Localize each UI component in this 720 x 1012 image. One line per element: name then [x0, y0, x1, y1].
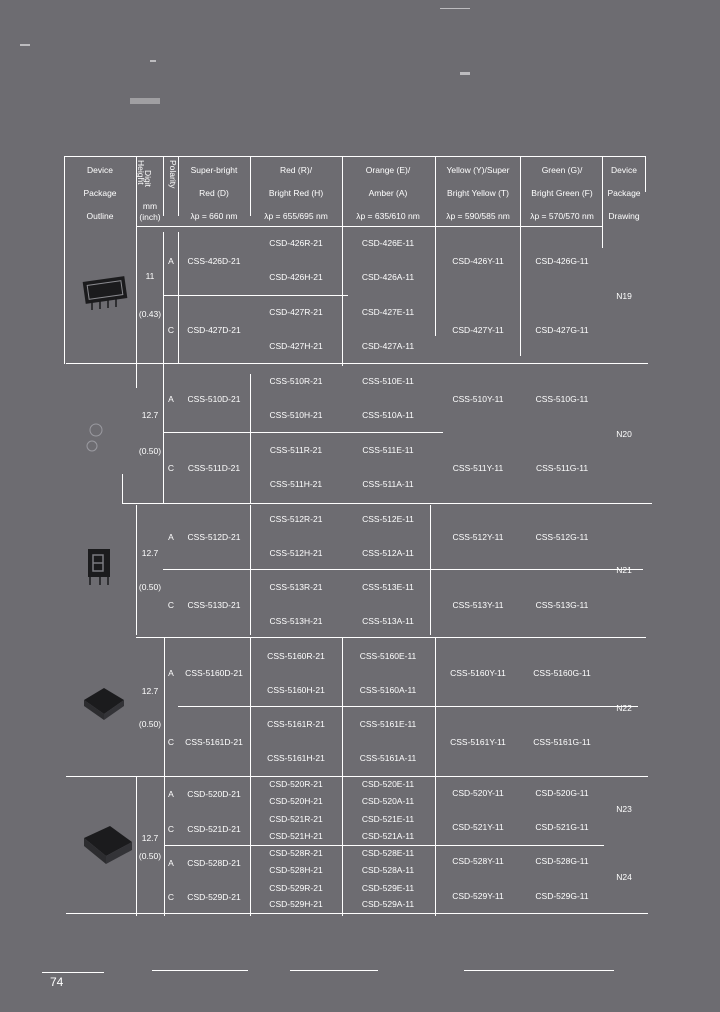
part-number-cell: CSD-520Y-11	[452, 788, 504, 798]
drawing-cell: N19	[616, 291, 632, 301]
part-number-cell: CSS-513E-11	[362, 582, 414, 592]
header-superbright-1: Super-bright	[190, 165, 238, 175]
part-number-cell: CSD-520A-11	[361, 796, 415, 806]
part-number-cell: CSS-5161E-11	[359, 719, 417, 729]
part-number-cell: CSS-5160R-21	[267, 651, 325, 661]
digit-inch-cell: (0.50)	[138, 851, 162, 861]
part-number-cell: CSD-529A-11	[361, 899, 415, 909]
part-number-cell: CSD-529R-21	[269, 883, 323, 893]
part-number-cell: CSD-427D-21	[187, 325, 241, 335]
header-drawing-2: Package	[607, 188, 641, 198]
part-number-cell: CSD-528D-21	[187, 858, 241, 868]
part-number-cell: CSS-5160Y-11	[450, 668, 506, 678]
part-number-cell: CSD-528A-11	[361, 865, 415, 875]
page-number: 74	[50, 975, 64, 989]
part-number-cell: CSD-427H-21	[269, 341, 323, 351]
header-yellow-3: λp = 590/585 nm	[446, 211, 510, 221]
part-number-cell: CSD-528R-21	[269, 848, 323, 858]
part-number-cell: CSD-520E-11	[361, 779, 415, 789]
part-number-cell: CSS-5160H-21	[267, 685, 325, 695]
header-device-2: Package	[83, 188, 117, 198]
part-number-cell: CSD-521Y-11	[452, 822, 504, 832]
part-number-cell: CSS-510Y-11	[452, 394, 504, 404]
header-drawing-1: Device	[611, 165, 637, 175]
package-n19-image	[83, 276, 128, 310]
polarity-cell: A	[168, 532, 174, 542]
part-number-cell: CSS-511H-21	[269, 479, 323, 489]
part-number-cell: CSS-510R-21	[269, 376, 323, 386]
part-number-cell: CSD-426E-11	[361, 238, 415, 248]
drawing-cell: N22	[616, 703, 632, 713]
part-number-cell: CSD-528G-11	[535, 856, 589, 866]
part-number-cell: CSS-426D-21	[187, 256, 241, 266]
polarity-cell: C	[167, 737, 175, 747]
polarity-cell: C	[167, 892, 175, 902]
part-number-cell: CSS-513A-11	[362, 616, 414, 626]
part-number-cell: CSD-427A-11	[361, 341, 415, 351]
part-number-cell: CSS-513Y-11	[452, 600, 504, 610]
part-number-cell: CSS-512E-11	[362, 514, 414, 524]
polarity-cell: C	[167, 325, 175, 335]
part-number-cell: CSS-5161G-11	[533, 737, 591, 747]
part-number-cell: CSD-528H-21	[269, 865, 323, 875]
digit-height-cell: 12.7	[141, 410, 159, 420]
part-number-cell: CSS-513H-21	[269, 616, 323, 626]
part-number-cell: CSD-520D-21	[187, 789, 241, 799]
header-mm: mm	[142, 201, 158, 211]
part-number-cell: CSS-511D-21	[187, 463, 241, 473]
header-orange-3: λp = 635/610 nm	[356, 211, 420, 221]
digit-inch-cell: (0.50)	[138, 582, 162, 592]
part-number-cell: CSS-510H-21	[269, 410, 323, 420]
part-number-cell: CSS-5161D-21	[185, 737, 243, 747]
part-number-cell: CSS-512Y-11	[452, 532, 504, 542]
footer-rule	[42, 972, 104, 973]
part-number-cell: CSD-427E-11	[361, 307, 415, 317]
part-number-cell: CSD-529H-21	[269, 899, 323, 909]
header-superbright-3: λp = 660 nm	[190, 211, 238, 221]
header-superbright-2: Red (D)	[199, 188, 229, 198]
header-inch: (inch)	[139, 212, 161, 222]
part-number-cell: CSD-529G-11	[535, 891, 589, 901]
part-number-cell: CSS-512R-21	[269, 514, 323, 524]
digit-height-cell: 11	[145, 271, 155, 281]
part-number-cell: CSD-521E-11	[361, 814, 415, 824]
part-number-cell: CSD-521G-11	[535, 822, 589, 832]
part-number-cell: CSD-426H-21	[269, 272, 323, 282]
part-number-cell: CSD-529Y-11	[452, 891, 504, 901]
part-number-cell: CSS-5161A-11	[359, 753, 417, 763]
digit-inch-cell: (0.50)	[138, 719, 162, 729]
digit-height-cell: 12.7	[141, 686, 159, 696]
part-number-cell: CSS-513G-11	[535, 600, 589, 610]
polarity-cell: A	[168, 668, 174, 678]
part-number-cell: CSS-510D-21	[187, 394, 241, 404]
digit-height-cell: 12.7	[141, 833, 159, 843]
drawing-cell: N20	[616, 429, 632, 439]
package-n22-image	[84, 688, 124, 720]
part-number-cell: CSS-511A-11	[362, 479, 414, 489]
part-number-cell: CSD-529E-11	[361, 883, 415, 893]
part-number-cell: CSD-427G-11	[535, 325, 589, 335]
part-number-cell: CSS-510E-11	[362, 376, 414, 386]
part-number-cell: CSD-426R-21	[269, 238, 323, 248]
part-number-cell: CSD-520H-21	[269, 796, 323, 806]
polarity-cell: C	[167, 463, 175, 473]
part-number-cell: CSS-5161Y-11	[450, 737, 506, 747]
part-number-cell: CSD-521H-21	[269, 831, 323, 841]
package-n20-image	[87, 424, 102, 451]
drawing-cell: N21	[616, 565, 632, 575]
part-number-cell: CSD-528E-11	[361, 848, 415, 858]
header-red-2: Bright Red (H)	[268, 188, 324, 198]
polarity-cell: A	[168, 256, 174, 266]
header-device-3: Outline	[86, 211, 114, 221]
part-number-cell: CSD-521A-11	[361, 831, 415, 841]
part-number-cell: CSS-513R-21	[269, 582, 323, 592]
header-height: Height	[136, 160, 146, 185]
polarity-cell: A	[168, 394, 174, 404]
digit-inch-cell: (0.50)	[138, 446, 162, 456]
digit-height-cell: 12.7	[141, 548, 159, 558]
package-n23-image	[84, 826, 132, 864]
footer-rule	[290, 970, 378, 971]
part-number-cell: CSD-427R-21	[269, 307, 323, 317]
part-number-cell: CSS-511E-11	[362, 445, 414, 455]
part-number-cell: CSD-520G-11	[535, 788, 589, 798]
footer-rule	[464, 970, 614, 971]
polarity-cell: A	[168, 858, 174, 868]
part-number-cell: CSS-5160G-11	[533, 668, 591, 678]
part-number-cell: CSD-427Y-11	[452, 325, 504, 335]
part-number-cell: CSS-512H-21	[269, 548, 323, 558]
part-number-cell: CSS-510G-11	[535, 394, 589, 404]
part-number-cell: CSS-512A-11	[362, 548, 414, 558]
part-number-cell: CSD-529D-21	[187, 892, 241, 902]
header-orange-2: Amber (A)	[368, 188, 408, 198]
digit-inch-cell: (0.43)	[138, 309, 162, 319]
polarity-cell: A	[168, 789, 174, 799]
part-number-cell: CSD-426Y-11	[452, 256, 504, 266]
part-number-cell: CSS-510A-11	[362, 410, 414, 420]
header-green-2: Bright Green (F)	[531, 188, 593, 198]
part-number-cell: CSS-512D-21	[187, 532, 241, 542]
polarity-cell: C	[167, 600, 175, 610]
polarity-cell: C	[167, 824, 175, 834]
part-number-cell: CSS-513D-21	[187, 600, 241, 610]
header-green-3: λp = 570/570 nm	[530, 211, 594, 221]
part-number-cell: CSD-520R-21	[269, 779, 323, 789]
header-yellow-1: Yellow (Y)/Super	[446, 165, 510, 175]
header-drawing-3: Drawing	[608, 211, 640, 221]
header-green-1: Green (G)/	[541, 165, 583, 175]
header-yellow-2: Bright Yellow (T)	[447, 188, 509, 198]
header-red-1: Red (R)/	[279, 165, 313, 175]
footer-rule	[152, 970, 248, 971]
header-polarity: Polarity	[168, 160, 178, 189]
part-number-cell: CSS-512G-11	[535, 532, 589, 542]
part-number-cell: CSD-426G-11	[535, 256, 589, 266]
part-number-cell: CSS-511G-11	[535, 463, 589, 473]
part-number-cell: CSD-521D-21	[187, 824, 241, 834]
drawing-cell: N24	[616, 872, 632, 882]
header-device-1: Device	[87, 165, 113, 175]
part-number-cell: CSS-5160A-11	[359, 685, 417, 695]
part-number-cell: CSS-5161H-21	[267, 753, 325, 763]
part-number-cell: CSS-5160D-21	[185, 668, 243, 678]
part-number-cell: CSS-5160E-11	[359, 651, 417, 661]
header-orange-1: Orange (E)/	[365, 165, 411, 175]
header-digit: Digit	[143, 170, 153, 188]
part-number-cell: CSD-521R-21	[269, 814, 323, 824]
part-number-cell: CSD-528Y-11	[452, 856, 504, 866]
part-number-cell: CSS-5161R-21	[267, 719, 325, 729]
package-n21-image	[88, 549, 110, 585]
part-number-cell: CSS-511Y-11	[452, 463, 504, 473]
drawing-cell: N23	[616, 804, 632, 814]
header-red-3: λp = 655/695 nm	[264, 211, 328, 221]
part-number-cell: CSS-511R-21	[269, 445, 323, 455]
part-number-cell: CSD-426A-11	[361, 272, 415, 282]
